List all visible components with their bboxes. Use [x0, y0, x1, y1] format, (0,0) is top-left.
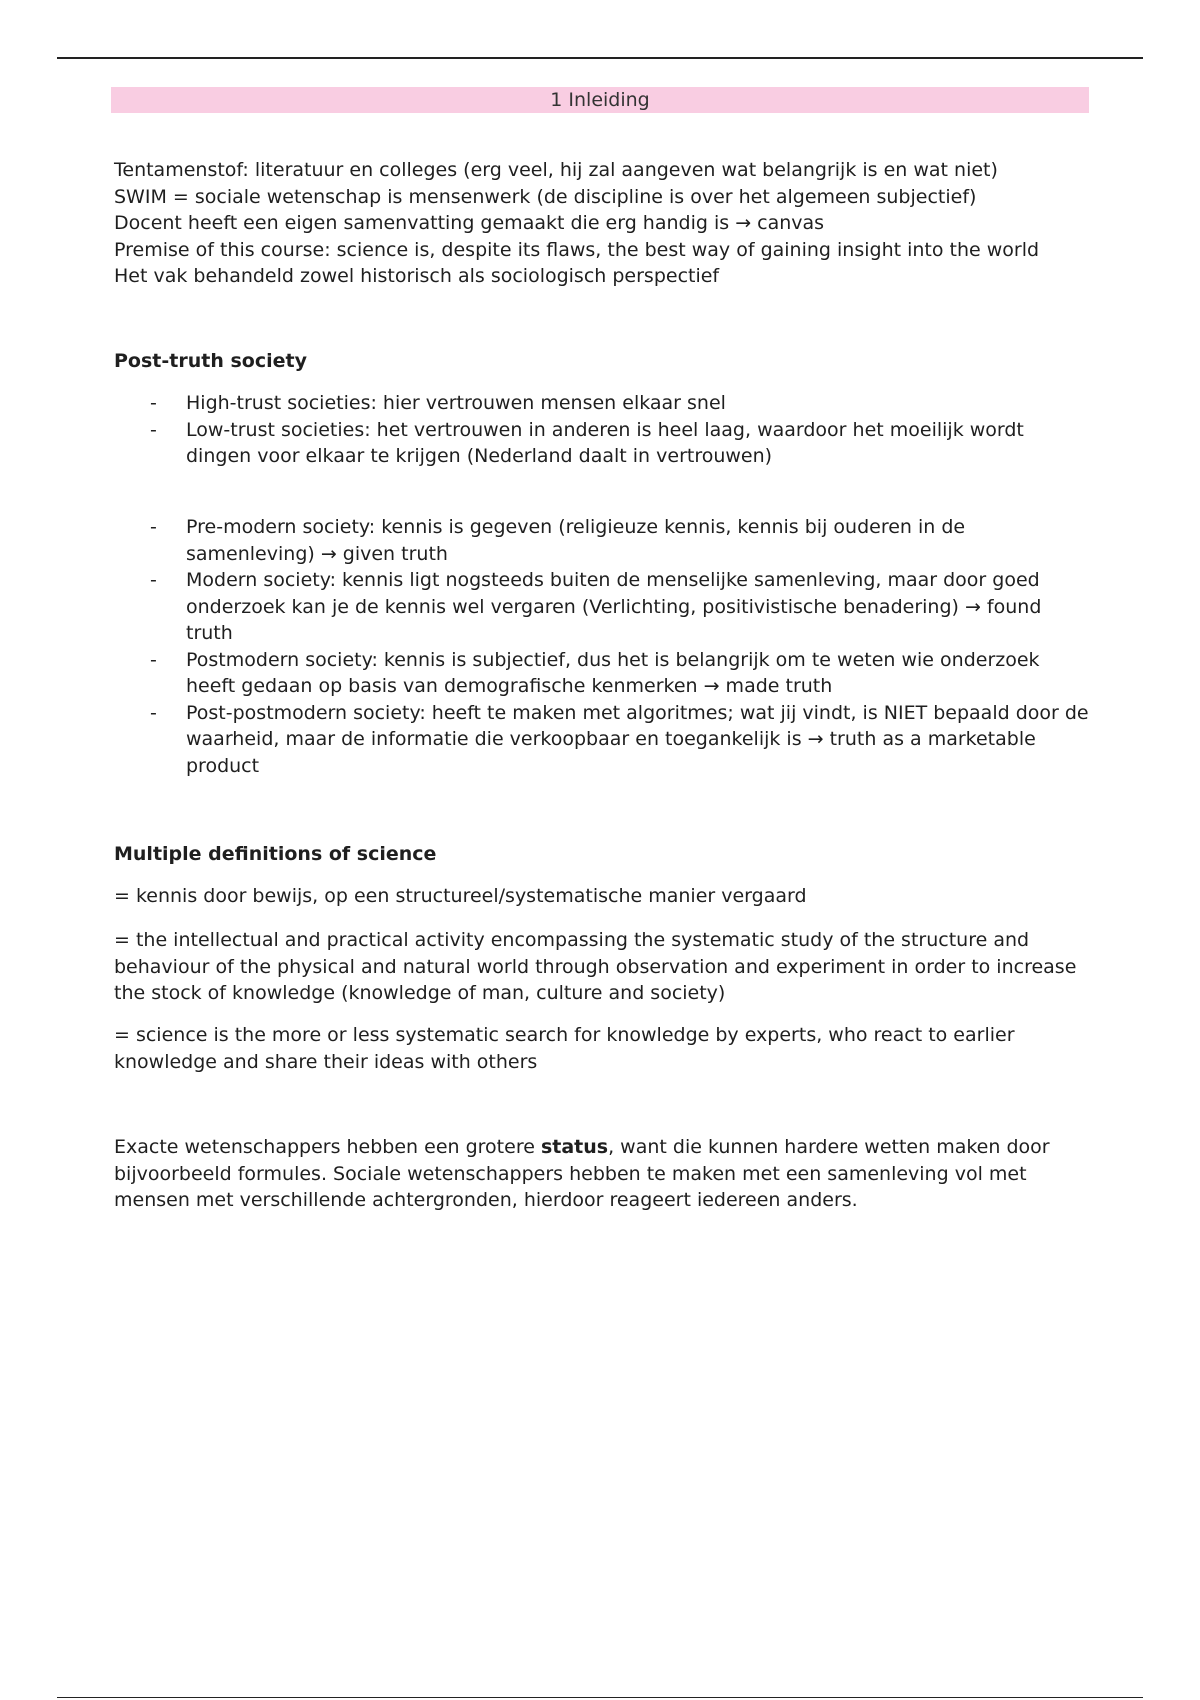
intro-line: Het vak behandeld zowel historisch als sociologisch perspectief: [114, 265, 720, 287]
list-item: - Post-postmodern society: heeft te maken met algoritmes; wat jij vindt, is NIET bepaald door de waarheid, maar de informatie die verkoopbaar en toegankelijk is → truth as a marketable product: [114, 700, 1094, 780]
list-item: - Modern society: kennis ligt nogsteeds buiten de menselijke samenleving, maar door goed onderzoek kan je de kennis wel vergaren (Verlichting, positivistische benadering) → found truth: [114, 567, 1094, 647]
intro-line: SWIM = sociale wetenschap is mensenwerk (de discipline is over het algemeen subjectief): [114, 185, 977, 208]
trust-list: [114, 390, 1094, 470]
list-item: - High-trust societies: hier vertrouwen mensen elkaar snel: [114, 390, 1094, 417]
list-item: - Postmodern society: kennis is subjectief, dus het is belangrijk om te weten wie onderzoek heeft gedaan op basis van demografische kenmerken → made truth: [114, 647, 1094, 700]
list-item: - Low-trust societies: het vertrouwen in anderen is heel laag, waardoor het moeilijk wordt dingen voor elkaar te krijgen (Nederland daalt in vertrouwen): [114, 417, 1094, 470]
closing-text-after: , want die kunnen hardere wetten maken door bijvoorbeeld formules. Sociale wetenschappers hebben te maken met een samenleving vol met mensen met verschillende achtergronden, hierdoor reageert iedereen anders.: [114, 1136, 1050, 1211]
definition-1: = kennis door bewijs, op een structureel/systematische manier vergaard: [114, 885, 807, 907]
intro-line: Docent heeft een eigen samenvatting gemaakt die erg handig is → canvas: [114, 212, 825, 234]
section-heading-definitions: Multiple definitions of science: [114, 843, 437, 865]
closing-paragraph: [114, 1134, 1094, 1214]
top-rule: [57, 57, 1143, 59]
definition-3: = science is the more or less systematic search for knowledge by experts, who react to earlier knowledge and share their ideas with others: [114, 1024, 1015, 1073]
chapter-title: 1 Inleiding: [111, 87, 1089, 113]
bottom-rule: [57, 1697, 1143, 1698]
list-item: - Pre-modern society: kennis is gegeven (religieuze kennis, kennis bij ouderen in de samenleving) → given truth: [114, 514, 1094, 567]
intro-line: Premise of this course: science is, despite its flaws, the best way of gaining insight into the world: [114, 238, 1040, 261]
closing-text-before: Exacte wetenschappers hebben een grotere: [114, 1136, 541, 1158]
section-heading-post-truth: Post-truth society: [114, 350, 307, 372]
intro-line: Tentamenstof: literatuur en colleges (erg veel, hij zal aangeven wat belangrijk is en wat niet): [114, 159, 998, 181]
closing-text-bold: status: [540, 1136, 609, 1158]
intro-block: [114, 157, 1094, 290]
society-list: [114, 514, 1094, 779]
definition-2: = the intellectual and practical activity encompassing the systematic study of the structure and behaviour of the physical and natural world through observation and experiment in order to increase the stock of knowledge (knowledge of man, culture and society): [114, 929, 1077, 1004]
